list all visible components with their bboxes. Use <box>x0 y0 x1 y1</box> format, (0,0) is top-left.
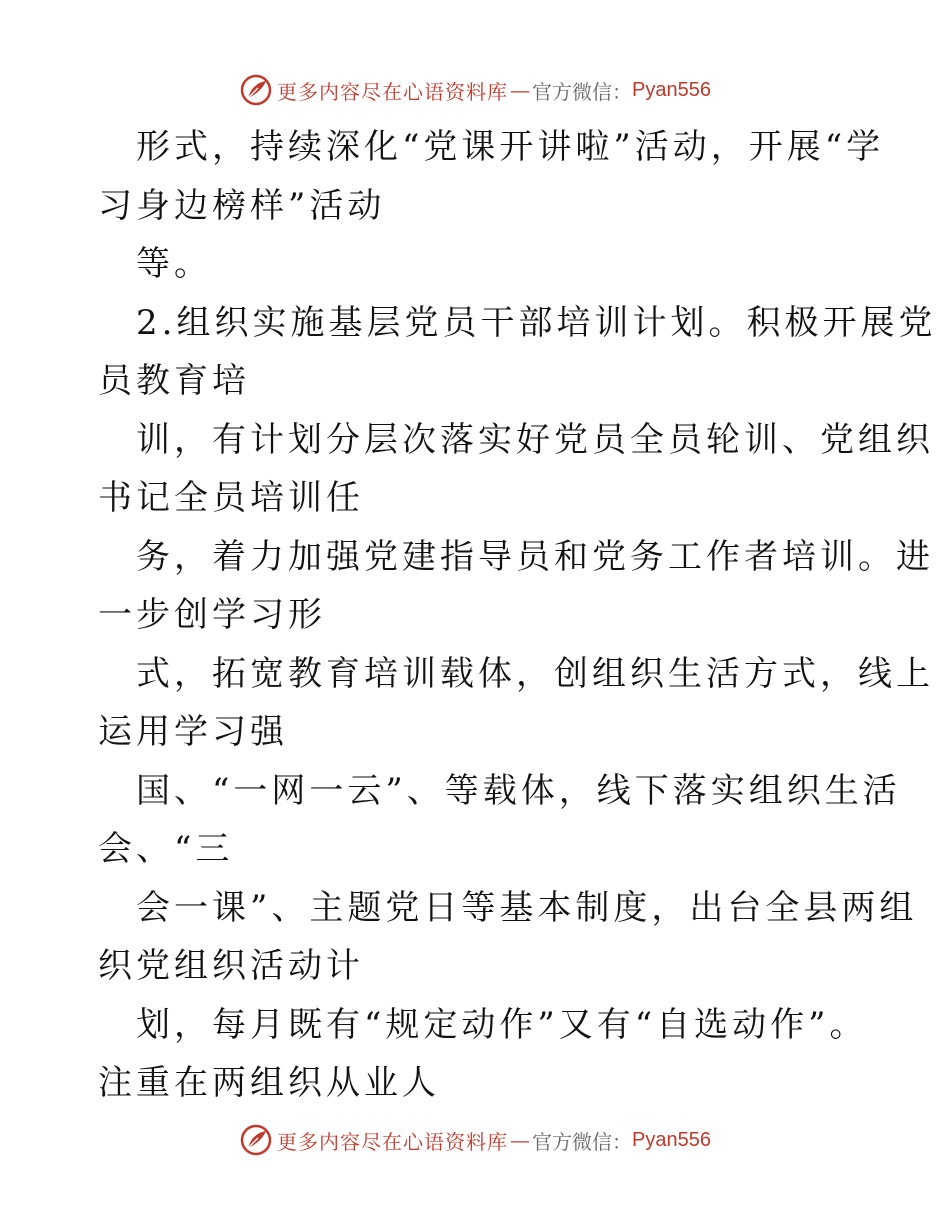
document-line: 会一课”、主题党日等基本制度，出台全县两组 <box>136 887 918 928</box>
footer-banner-text: 更多内容尽在心语资料库 <box>277 1129 509 1154</box>
footer-banner-separator: — <box>510 1128 531 1152</box>
document-line: 一步创学习形 <box>98 595 326 635</box>
leaf-pen-logo-icon <box>239 1123 273 1157</box>
document-line: 等。 <box>136 244 212 284</box>
header-watermark-banner <box>0 70 950 110</box>
footer-wechat-label: 官方微信： <box>532 1129 633 1154</box>
document-line: 形式，持续深化“党课开讲啦”活动，开展“学 <box>136 127 885 167</box>
document-line: 划，每月既有“规定动作”又有“自选动作”。 <box>136 1004 868 1045</box>
document-line: 式，拓宽教育培训载体，创组织生活方式，线上 <box>136 653 934 694</box>
document-line: 务，着力加强党建指导员和党务工作者培训。进 <box>136 536 934 577</box>
header-banner-text: 更多内容尽在心语资料库 <box>277 79 509 104</box>
document-line: 织党组织活动计 <box>98 946 364 986</box>
footer-wechat-id: Pyan556 <box>632 1128 711 1151</box>
header-banner-separator: — <box>510 78 531 102</box>
document-line: 注重在两组织从业人 <box>98 1063 440 1103</box>
footer-watermark-banner <box>0 1120 950 1160</box>
leaf-pen-logo-icon <box>239 73 273 107</box>
document-line: 员教育培 <box>98 361 250 401</box>
document-body <box>98 118 937 1113</box>
document-line: 运用学习强 <box>98 712 288 752</box>
header-wechat-id: Pyan556 <box>632 78 711 101</box>
document-line: 2.组织实施基层党员干部培训计划。积极开展党 <box>136 302 937 343</box>
document-line: 书记全员培训任 <box>98 478 364 518</box>
document-line: 训，有计划分层次落实好党员全员轮训、党组织 <box>136 419 934 460</box>
document-line: 国、“一网一云”、等载体，线下落实组织生活 <box>136 770 901 811</box>
header-wechat-label: 官方微信： <box>532 79 633 104</box>
document-line: 会、“三 <box>98 829 234 869</box>
document-line: 习身边榜样”活动 <box>98 185 386 226</box>
